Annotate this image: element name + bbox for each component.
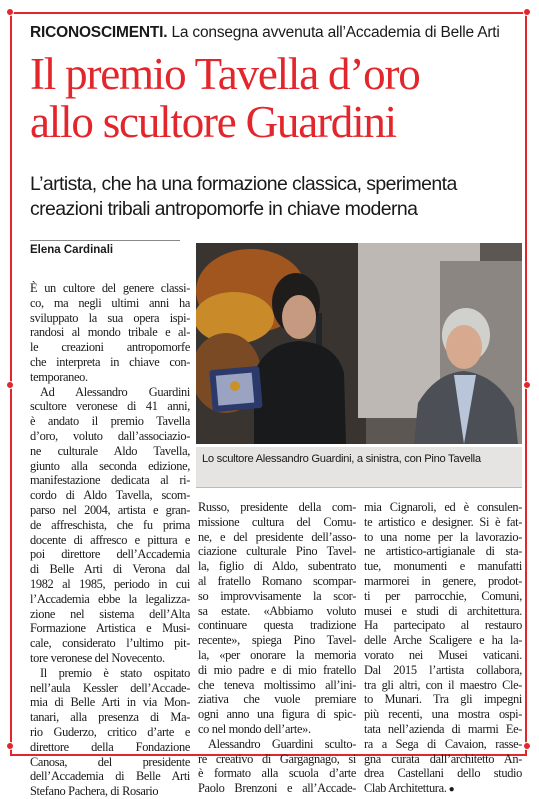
article-line: to una nome per la lavorazio- bbox=[364, 529, 522, 544]
article-line: rio Guderzo, critico d’arte e bbox=[30, 724, 190, 739]
article-line: di Belle Arti di Verona dal bbox=[30, 562, 190, 577]
article-line: docente di affresco e pittura e bbox=[30, 532, 190, 547]
article-line: zione nel sistema dell’Alta bbox=[30, 606, 190, 621]
article-line: la, figlio di Aldo, subentrato bbox=[198, 559, 356, 574]
article-line: Ha partecipato al restauro bbox=[364, 618, 522, 633]
article-line: de affreschista, che fu prima bbox=[30, 517, 190, 532]
frame-corner-dot bbox=[6, 742, 14, 750]
kicker bbox=[30, 24, 500, 42]
subheadline-line: L’artista, che ha una formazione classica, sperimenta bbox=[30, 173, 457, 195]
article-line: Ad Alessandro Guardini bbox=[40, 384, 190, 399]
article-line: ogni anno una figura di spic- bbox=[198, 707, 356, 722]
article-line: drea Castellani dello studio bbox=[364, 766, 522, 781]
article-line: Paolo Brenzoni e all’Accade- bbox=[198, 781, 356, 796]
article-line: missione cultura del Comu- bbox=[198, 514, 356, 529]
article-photo bbox=[196, 243, 522, 444]
article-line: scultore veronese di 41 anni, bbox=[30, 399, 190, 414]
article-line: è formato alla scuola d’arte bbox=[198, 766, 356, 781]
article-line: re creativo di Gargagnago, si bbox=[198, 751, 356, 766]
article-line: poi direttore dell’Accademia bbox=[30, 547, 190, 562]
frame-corner-dot bbox=[523, 8, 531, 16]
article-line: continuare questa tradizione bbox=[198, 618, 356, 633]
headline-line: allo scultore Guardini bbox=[30, 97, 396, 147]
article-line: ne artistico-artigianale di sta- bbox=[364, 544, 522, 559]
frame-corner-dot bbox=[6, 381, 14, 389]
byline-rule bbox=[30, 240, 180, 241]
article-line: Russo, presidente della com- bbox=[198, 500, 356, 514]
article-line: te artistico e designer. Si è fat- bbox=[364, 514, 522, 529]
article-line: tra gli altri, con il maestro Cle- bbox=[364, 677, 522, 692]
article-line: l’Accademia ebbe la legalizza- bbox=[30, 591, 190, 606]
article-line: cale, considerato l’ultimo pit- bbox=[30, 636, 190, 651]
article-line: gna curata dall’architetto An- bbox=[364, 751, 522, 766]
kicker-section: RICONOSCIMENTI. bbox=[30, 24, 168, 41]
article-line: mia Cignaroli, ed è consulen- bbox=[364, 500, 522, 514]
subheadline bbox=[30, 172, 520, 222]
article-line: delle Arche Scaligere e ha la- bbox=[364, 633, 522, 648]
article-line: le creazioni antropomorfe bbox=[30, 340, 190, 355]
article-line: parso nel 2004, artista e gran- bbox=[30, 502, 190, 517]
article-line: co, ma negli ultimi anni ha bbox=[30, 295, 190, 310]
article-line: temporaneo. bbox=[30, 369, 88, 384]
article-line: Dal 2015 l’artista collabora, bbox=[364, 662, 522, 677]
article-line: più recenti, una mostra ospi- bbox=[364, 707, 522, 722]
byline: Elena Cardinali bbox=[30, 244, 114, 256]
article-line: direttore della Fondazione bbox=[30, 739, 190, 754]
article-line: Formazione Artistica e Musi- bbox=[30, 621, 190, 636]
article-line: nell’aula Kessler dell’Accade- bbox=[30, 680, 190, 695]
headline-line: Il premio Tavella d’oro bbox=[30, 49, 420, 99]
article-column-3 bbox=[364, 500, 522, 798]
frame-corner-dot bbox=[6, 8, 14, 16]
article-line: ziativa che vuole premiare bbox=[198, 692, 356, 707]
frame-corner-dot bbox=[523, 742, 531, 750]
article-line: ra a Sega di Cavaion, rasse- bbox=[364, 736, 522, 751]
article-line: È un cultore del genere classi- bbox=[30, 281, 190, 295]
article-line: ti per parrocchie, Comuni, bbox=[364, 588, 522, 603]
article-line: tanari, alla presenza di Ma- bbox=[30, 710, 190, 725]
end-mark: ● bbox=[446, 784, 455, 796]
article-line: di mio padre e di mio fratello bbox=[198, 662, 356, 677]
article-line: tata nell’azienda di marmi Ee- bbox=[364, 721, 522, 736]
article-line: to Munari. Tra gli impegni bbox=[364, 692, 522, 707]
article-line: d’oro, voluto dall’associazio- bbox=[30, 428, 190, 443]
article-line: che interpreta in chiave con- bbox=[30, 354, 190, 369]
article-line: sa estate. «Abbiamo voluto bbox=[198, 603, 356, 618]
article-line: che teneva moltissimo all’ini- bbox=[198, 677, 356, 692]
article-line: giunto alla seconda edizione, bbox=[30, 458, 190, 473]
article-line: vorato nei Musei vaticani. bbox=[364, 647, 522, 662]
article-line: ne culturale Aldo Tavella, bbox=[30, 443, 190, 458]
article-column-2 bbox=[198, 500, 356, 796]
article-line: mia di Belle Arti in via Mon- bbox=[30, 695, 190, 710]
caption-rule bbox=[196, 487, 522, 488]
article-column-1 bbox=[30, 281, 190, 799]
photo-illustration bbox=[196, 243, 522, 444]
article-line: sviluppato la sua opera ispi- bbox=[30, 310, 190, 325]
frame-corner-dot bbox=[523, 381, 531, 389]
article-line: co nel mondo dell’arte». bbox=[198, 721, 311, 736]
article-line: marmorei in genere, prodot- bbox=[364, 573, 522, 588]
article-line: dell’Accademia di Belle Arti bbox=[30, 769, 190, 784]
kicker-text: La consegna avvenuta all’Accademia di Belle Arti bbox=[171, 24, 500, 41]
article-line: manifestazione dedicata al ri- bbox=[30, 473, 190, 488]
article-line: ne, e del presidente dell’asso- bbox=[198, 529, 356, 544]
article-line: Alessandro Guardini sculto- bbox=[208, 736, 356, 751]
article-line: so improvvisamente la scor- bbox=[198, 588, 356, 603]
article-line: Il premio è stato ospitato bbox=[40, 665, 190, 680]
article-line: musei e studi di architettura. bbox=[364, 603, 522, 618]
article-line: 1982 al 1985, periodo in cui bbox=[30, 576, 190, 591]
article-line: è andato il premio Tavella bbox=[30, 414, 190, 429]
article-line: tore veronese del Novecento. bbox=[30, 650, 165, 665]
article-line: cordo di Aldo Tavella, scom- bbox=[30, 488, 190, 503]
article-line: la, «per onorare la memoria bbox=[198, 647, 356, 662]
headline bbox=[30, 50, 520, 146]
article-line: ciazione culturale Pino Tavel- bbox=[198, 544, 356, 559]
article-line: Canosa, del presidente bbox=[30, 754, 190, 769]
photo-caption: Lo scultore Alessandro Guardini, a sinistra, con Pino Tavella bbox=[196, 447, 522, 487]
article-line: al fratello Romano scompar- bbox=[198, 573, 356, 588]
article-line: randosi al mondo tribale e al- bbox=[30, 325, 190, 340]
subheadline-line: creazioni tribali antropomorfe in chiave moderna bbox=[30, 198, 418, 220]
article-line: Stefano Pachera, di Rosario bbox=[30, 784, 159, 799]
article-line: Clab Architettura. ● bbox=[364, 781, 455, 796]
article-line: tue, monumenti e manufatti bbox=[364, 559, 522, 574]
article-line: recente», spiega Pino Tavel- bbox=[198, 633, 356, 648]
